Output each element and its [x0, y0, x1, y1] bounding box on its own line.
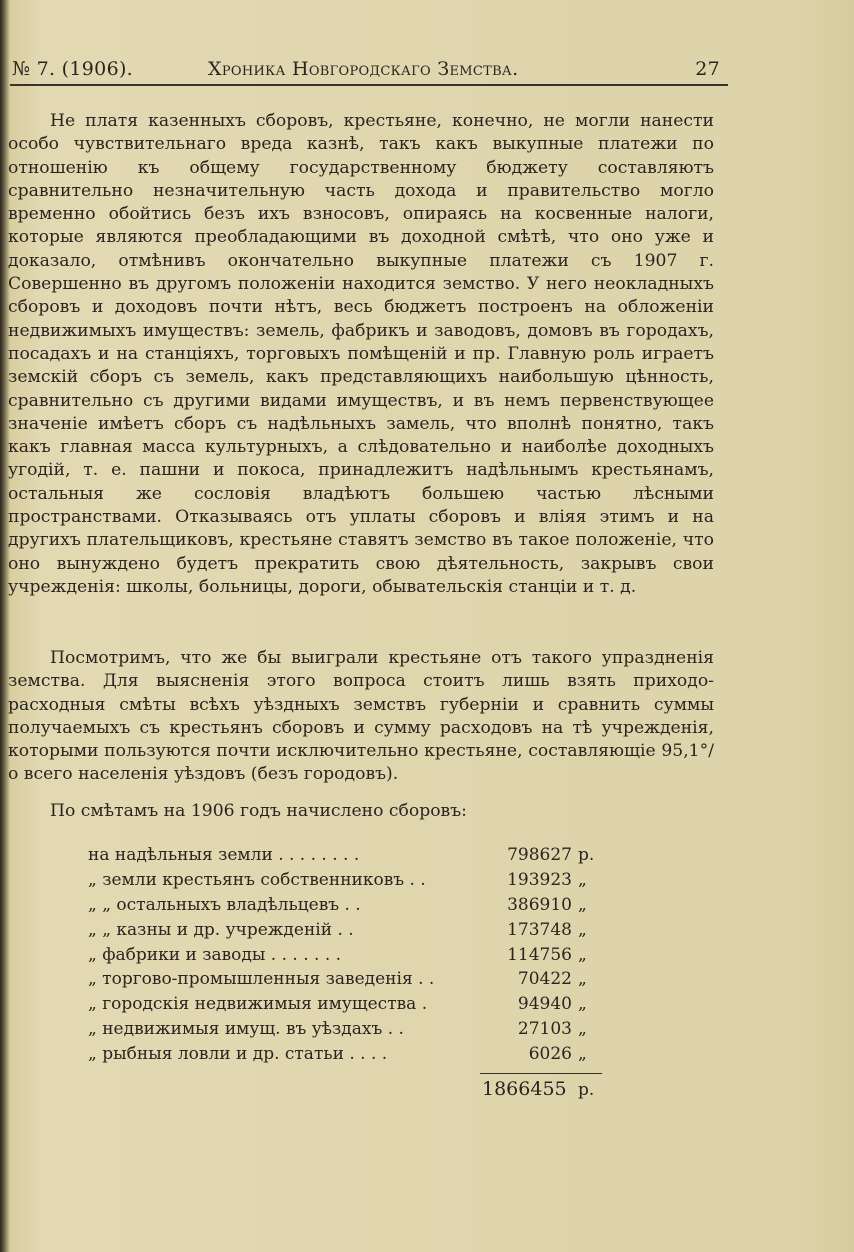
paragraph-3-text: По смѣтамъ на 1906 годъ начислено сборовъ:: [50, 801, 467, 821]
paragraph-1-text: Не платя казенныхъ сборовъ, крестьяне, конечно, не могли нанести особо чувствительнаго вреда казнѣ, такъ какъ выкупные платежи по отношенію къ общему государственному бюджету составляютъ сравнительно незначительную часть дохода и правительство могло временно обойтись безъ ихъ взносовъ, опираясь на косвенные налоги, которые являются преобладающими въ доходной смѣтѣ, что оно уже и доказало, отмѣнивъ окончательно выкупные платежи съ 1907 г. Совершенно въ другомъ положеніи находится земство. У него неокладныхъ сборовъ и доходовъ почти нѣтъ, весь бюджетъ построенъ на обложеніи недвижимыхъ имуществъ: земель, фабрикъ и заводовъ, домовъ въ городахъ, посадахъ и на станціяхъ, торговыхъ помѣщеній и пр. Главную роль играетъ земскій сборъ съ земель, какъ представляющихъ наибольшую цѣнность, сравнительно съ другими видами имуществъ, и въ немъ первенствующее значеніе имѣетъ сборъ съ надѣльныхъ замель, что вполнѣ понятно, такъ какъ главная масса культурныхъ, а слѣдовательно и наиболѣе доходныхъ угодій, т. е. пашни и покоса, принадлежитъ надѣльнымъ крестьянамъ, остальныя же сословія владѣютъ большею частью лѣсными пространствами. Отказываясь отъ уплаты сборовъ и вліяя этимъ и на другихъ плательщиковъ, крестьяне ставятъ земство въ такое положеніе, что оно вынуждено будетъ прекратить свою дѣятельность, закрывъ свои учрежденія: школы, больницы, дороги, обывательскія станціи и т. д.: [8, 111, 714, 597]
row-value: 94940: [517, 994, 572, 1015]
table-row: [88, 918, 608, 943]
journal-title: Хроника Новгородскаго Земства.: [208, 58, 519, 80]
header-rule: [10, 84, 728, 86]
row-label: „ городскія недвижимыя имущества .: [88, 994, 428, 1015]
table-row: [88, 992, 608, 1017]
row-unit: „: [578, 994, 587, 1015]
row-label: „ фабрики и заводы . . . . . . .: [88, 944, 342, 965]
row-value: 193923: [507, 869, 572, 890]
row-label: „ недвижимыя имущ. въ уѣздахъ . .: [88, 1019, 404, 1040]
table-row: [88, 893, 608, 918]
paragraph-3: [8, 800, 714, 823]
row-unit: „: [578, 1019, 587, 1040]
levies-table: [88, 843, 608, 1067]
table-row: [88, 843, 608, 868]
total-unit: р.: [578, 1080, 595, 1100]
paragraph-1: [8, 110, 714, 599]
running-header: [12, 58, 720, 86]
row-label: „ рыбныя ловли и др. статьи . . . .: [88, 1044, 388, 1065]
table-row: [88, 868, 608, 893]
row-unit: „: [578, 969, 587, 990]
row-value: 70422: [517, 969, 572, 990]
row-label: „ „ казны и др. учрежденій . .: [88, 919, 354, 940]
row-value: 386910: [507, 894, 572, 915]
table-row: [88, 1017, 608, 1042]
row-unit: р.: [578, 845, 595, 865]
row-value: 798627: [507, 845, 572, 865]
row-unit: „: [578, 869, 587, 890]
paragraph-2-text: Посмотримъ, что же бы выиграли крестьяне отъ такого упраздненія земства. Для выясненія этого вопроса стоитъ лишь взять приходо-расходныя смѣты всѣхъ уѣздныхъ земствъ губерніи и сравнить суммы получаемыхъ съ крестьянъ сборовъ и сумму расходовъ на тѣ учрежденія, которыми пользуются почти исключительно крестьяне, составляющіе 95,1°/о всего населенія уѣздовъ (безъ городовъ).: [8, 648, 714, 785]
row-label: „ торгово-промышленныя заведенія . .: [88, 969, 435, 990]
row-unit: „: [578, 1044, 587, 1065]
table-row: [88, 1042, 608, 1067]
sum-rule: [480, 1073, 602, 1074]
row-value: 173748: [507, 919, 572, 940]
total-value: 1866455: [482, 1078, 567, 1100]
row-label: „ „ остальныхъ владѣльцевъ . .: [88, 894, 361, 915]
row-label: на надѣльныя земли . . . . . . . .: [88, 845, 360, 865]
table-row: [88, 967, 608, 992]
paragraph-2: [8, 647, 714, 787]
table-row: [88, 943, 608, 968]
row-label: „ земли крестьянъ собственниковъ . .: [88, 869, 426, 890]
row-unit: „: [578, 944, 587, 965]
row-unit: „: [578, 894, 587, 915]
page-number: 27: [695, 58, 720, 80]
row-value: 27103: [517, 1019, 572, 1040]
issue-number: № 7. (1906).: [12, 58, 134, 80]
row-value: 6026: [528, 1044, 572, 1065]
row-unit: „: [578, 919, 587, 940]
row-value: 114756: [507, 944, 572, 965]
